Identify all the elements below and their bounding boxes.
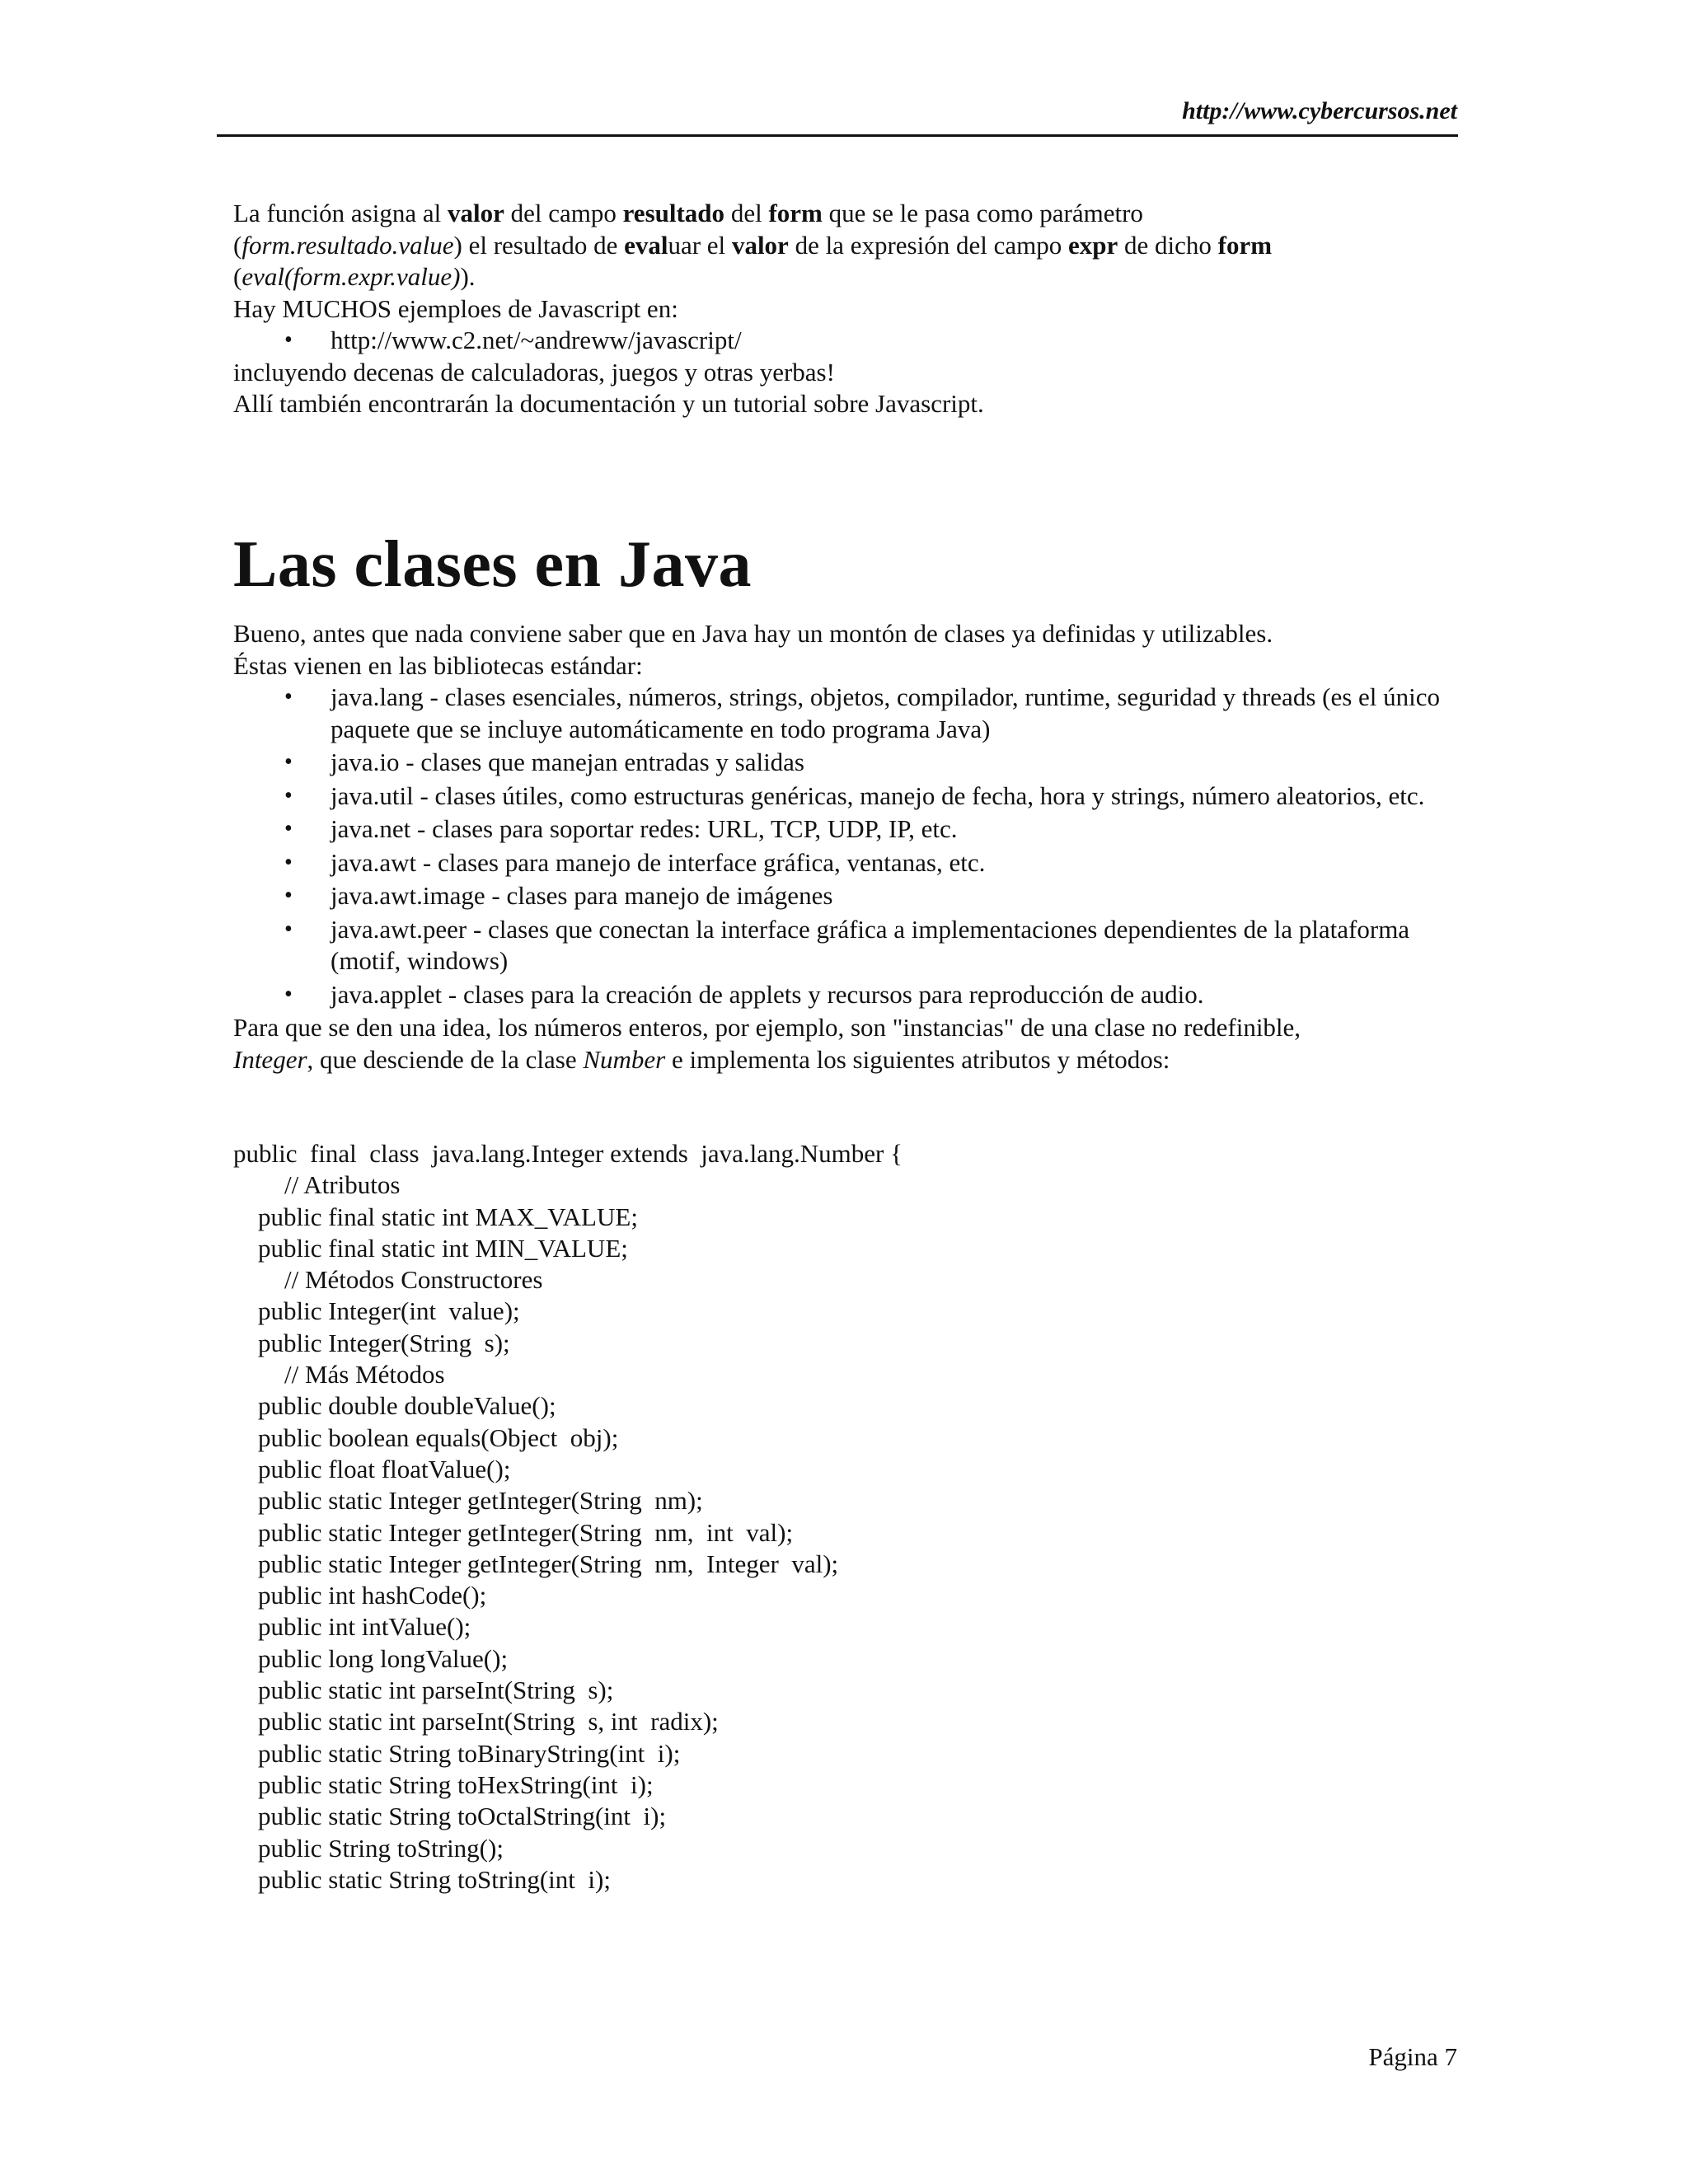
header-url[interactable]: http://www.cybercursos.net (1182, 97, 1457, 124)
code-line: public int hashCode(); (258, 1581, 487, 1610)
list-item (233, 914, 1453, 977)
code-line: public final static int MIN_VALUE; (258, 1233, 628, 1263)
page-number: Página 7 (1368, 2042, 1457, 2071)
code-line: public final class java.lang.Integer extends java.lang.Number { (233, 1139, 903, 1168)
intro-paragraph (233, 198, 1453, 420)
code-line: public String toString(); (258, 1833, 504, 1863)
javascript-link[interactable]: http://www.c2.net/~andreww/javascript/ (331, 326, 742, 354)
code-comment: // Atributos (284, 1170, 401, 1200)
list-item (233, 747, 1453, 779)
section-paragraph-3: Para que se den una idea, los números enteros, por ejemplo, son "instancias" de una clase no redefinible, Integer, que desciende de la clase Number e implementa los siguientes atributos y métodos: (233, 1013, 1301, 1074)
intro-line-1: La función asigna al valor del campo resultado del form que se le pasa como parámetro (233, 199, 1143, 227)
code-line: public double doubleValue(); (258, 1391, 556, 1421)
list-item (233, 979, 1453, 1011)
bullet-icon: • (284, 684, 293, 710)
list-item-text: java.applet - clases para la creación de applets y recursos para reproducción de audio. (331, 979, 1204, 1009)
list-item-text: java.awt.peer - clases que conectan la interface gráfica a implementaciones dependientes de la plataforma (motif, windows) (331, 914, 1410, 975)
bullet-icon: • (284, 749, 293, 775)
bullet-icon: • (284, 782, 293, 808)
list-item (233, 847, 1453, 879)
intro-line-6: Allí también encontrarán la documentación y un tutorial sobre Javascript. (233, 389, 984, 418)
list-item (233, 325, 1453, 357)
section-body (233, 618, 1453, 1076)
code-line: public static String toOctalString(int i); (258, 1802, 667, 1831)
code-line: public float floatValue(); (258, 1454, 511, 1483)
code-line: public int intValue(); (258, 1612, 471, 1642)
list-item-text: java.awt - clases para manejo de interface gráfica, ventanas, etc. (331, 847, 986, 877)
code-line: public static int parseInt(String s, int radix); (258, 1707, 719, 1736)
list-item (233, 780, 1453, 813)
section-title: Las clases en Java (233, 528, 752, 601)
intro-line-4: Hay MUCHOS ejemploes de Javascript en: (233, 293, 678, 323)
list-item (233, 813, 1453, 846)
code-line: public boolean equals(Object obj); (258, 1422, 619, 1452)
bullet-icon: • (284, 816, 293, 841)
code-line: public Integer(int value); (258, 1296, 520, 1326)
header-divider (217, 134, 1458, 137)
code-line: public static Integer getInteger(String nm); (258, 1486, 703, 1516)
section-paragraph-1: Bueno, antes que nada conviene saber que en Java hay un montón de clases ya definidas y utilizables. (233, 619, 1273, 648)
code-line: public static int parseInt(String s); (258, 1675, 614, 1705)
list-item-text: java.util - clases útiles, como estructuras genéricas, manejo de fecha, hora y strings, número aleatorios, etc. (331, 780, 1425, 810)
bullet-icon: • (284, 883, 293, 908)
intro-line-5: incluyendo decenas de calculadoras, juegos y otras yerbas! (233, 357, 835, 387)
list-item-text: java.io - clases que manejan entradas y salidas (331, 748, 804, 776)
code-comment: // Métodos Constructores (284, 1265, 543, 1295)
code-line: public static String toString(int i); (258, 1864, 611, 1894)
list-item-text: java.awt.image - clases para manejo de imágenes (331, 881, 833, 910)
code-line: public static Integer getInteger(String nm, int val); (258, 1517, 794, 1547)
list-item (233, 682, 1453, 745)
intro-line-3: (eval(form.expr.value)). (233, 262, 476, 291)
code-line: public Integer(String s); (258, 1328, 510, 1357)
section-paragraph-2: Éstas vienen en las bibliotecas estándar: (233, 650, 643, 680)
list-item (233, 880, 1453, 912)
library-list (233, 682, 1453, 1010)
bullet-icon: • (284, 327, 293, 353)
code-line: public final static int MAX_VALUE; (258, 1202, 638, 1231)
code-line: public static Integer getInteger(String nm, Integer val); (258, 1549, 839, 1578)
code-line: public static String toBinaryString(int i); (258, 1738, 681, 1768)
code-listing (233, 1138, 1387, 1896)
code-comment: // Más Métodos (284, 1360, 445, 1390)
list-item-text: java.net - clases para soportar redes: URL, TCP, UDP, IP, etc. (331, 814, 958, 843)
bullet-icon: • (284, 981, 293, 1007)
list-item-text: java.lang - clases esenciales, números, strings, objetos, compilador, runtime, seguridad y threads (es el único paquete que se incluye automáticamente en todo programa Java) (331, 682, 1441, 743)
code-line: public long longValue(); (258, 1643, 509, 1673)
code-line: public static String toHexString(int i); (258, 1769, 654, 1799)
intro-line-2: (form.resultado.value) el resultado de evaluar el valor de la expresión del campo expr de dicho form (233, 230, 1273, 260)
bullet-icon: • (284, 849, 293, 875)
bullet-icon: • (284, 916, 293, 942)
intro-link-list (233, 325, 1453, 357)
